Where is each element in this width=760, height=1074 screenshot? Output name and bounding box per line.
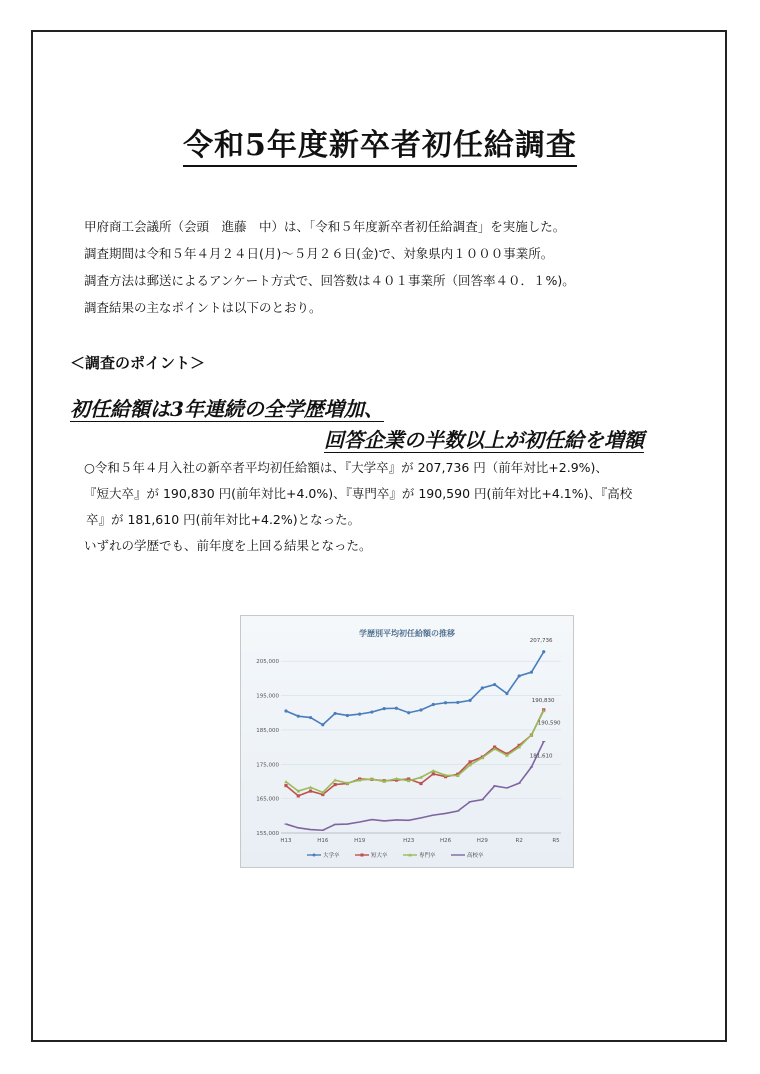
data-point <box>493 683 496 686</box>
data-point <box>468 699 471 702</box>
y-tick-label: 195,000 <box>256 693 279 700</box>
intro-line: 調査方法は郵送によるアンケート方式で、回答数は４０１事業所（回答率４０．１%)。 <box>84 273 575 288</box>
data-point <box>370 710 373 713</box>
x-tick-label: R5 <box>552 838 560 844</box>
legend-marker <box>313 854 316 857</box>
data-point <box>456 701 459 704</box>
salary-trend-chart <box>240 615 574 868</box>
y-tick-label: 165,000 <box>256 796 279 803</box>
data-point <box>542 650 545 653</box>
legend-label: 大学卒 <box>323 853 340 859</box>
body-paragraph <box>84 455 632 559</box>
data-point <box>284 784 287 787</box>
data-point <box>284 709 287 712</box>
x-tick-label: H16 <box>317 838 329 844</box>
data-point <box>468 760 471 763</box>
series-line <box>286 652 544 725</box>
x-tick-label: R2 <box>515 838 523 844</box>
x-tick-label: H13 <box>280 838 292 844</box>
intro-line: 甲府商工会議所（会頭 進藤 中）は、「令和５年度新卒者初任給調査」を実施した。 <box>84 219 566 234</box>
y-tick-label: 205,000 <box>256 659 279 666</box>
data-point <box>297 794 300 797</box>
headline-line-2: 回答企業の半数以上が初任給を増額 <box>324 428 644 452</box>
legend-label: 専門卒 <box>419 853 436 859</box>
y-tick-label: 155,000 <box>256 831 279 837</box>
x-tick-label: H29 <box>476 838 488 844</box>
x-tick-label: H19 <box>354 838 366 844</box>
data-label: 190,590 <box>537 720 561 727</box>
legend-label: 短大卒 <box>371 853 388 859</box>
data-point <box>419 708 422 711</box>
points-heading: ＜調査のポイント＞ <box>70 354 206 372</box>
body-line: ○令和５年４月入社の新卒者平均初任給額は、『大学卒』が 207,736 円（前年対比+2.9%)、 <box>84 460 608 475</box>
data-point <box>346 714 349 717</box>
data-point <box>309 716 312 719</box>
data-label: 207,736 <box>529 637 553 644</box>
y-tick-label: 185,000 <box>256 727 279 734</box>
intro-paragraph <box>84 213 575 321</box>
data-point <box>432 703 435 706</box>
headline-line-1: 初任給額は3年連続の全学歴増加、 <box>70 397 384 421</box>
data-point <box>395 707 398 710</box>
body-line: 『短大卒』が 190,830 円(前年対比+4.0%)、『専門卒』が 190,590 円(前年対比+4.1%)、『高校 <box>84 486 633 501</box>
data-point <box>432 772 435 775</box>
x-tick-label: H26 <box>439 838 452 844</box>
data-point <box>358 713 361 716</box>
data-point <box>309 789 312 792</box>
intro-line: 調査期間は令和５年４月２４日(月)～５月２６日(金)で、対象県内１０００事業所。 <box>84 246 554 261</box>
legend-marker <box>361 854 364 857</box>
data-point <box>333 712 336 715</box>
data-point <box>530 671 533 674</box>
data-point <box>284 780 288 783</box>
x-tick-label: H23 <box>403 838 415 844</box>
data-point <box>321 723 324 726</box>
data-point <box>518 674 521 677</box>
data-point <box>444 701 447 704</box>
data-point <box>333 783 336 786</box>
page-title: 令和5年度新卒者初任給調査 <box>0 120 760 164</box>
data-point <box>481 686 484 689</box>
chart-title: 学歴別平均初任給額の推移 <box>359 629 455 638</box>
body-line: 卒』が 181,610 円(前年対比+4.2%)となった。 <box>86 512 361 527</box>
chart-svg <box>241 616 573 867</box>
y-tick-label: 175,000 <box>256 762 279 769</box>
intro-line: 調査結果の主なポイントは以下のとおり。 <box>84 300 322 315</box>
legend-label: 高校卒 <box>467 853 484 859</box>
data-point <box>407 711 410 714</box>
body-line: いずれの学歴でも、前年度を上回る結果となった。 <box>84 538 372 553</box>
data-label: 190,830 <box>531 697 555 704</box>
data-label: 181,610 <box>529 753 553 760</box>
data-point <box>383 707 386 710</box>
data-point <box>419 782 422 785</box>
data-point <box>505 692 508 695</box>
data-point <box>297 715 300 718</box>
